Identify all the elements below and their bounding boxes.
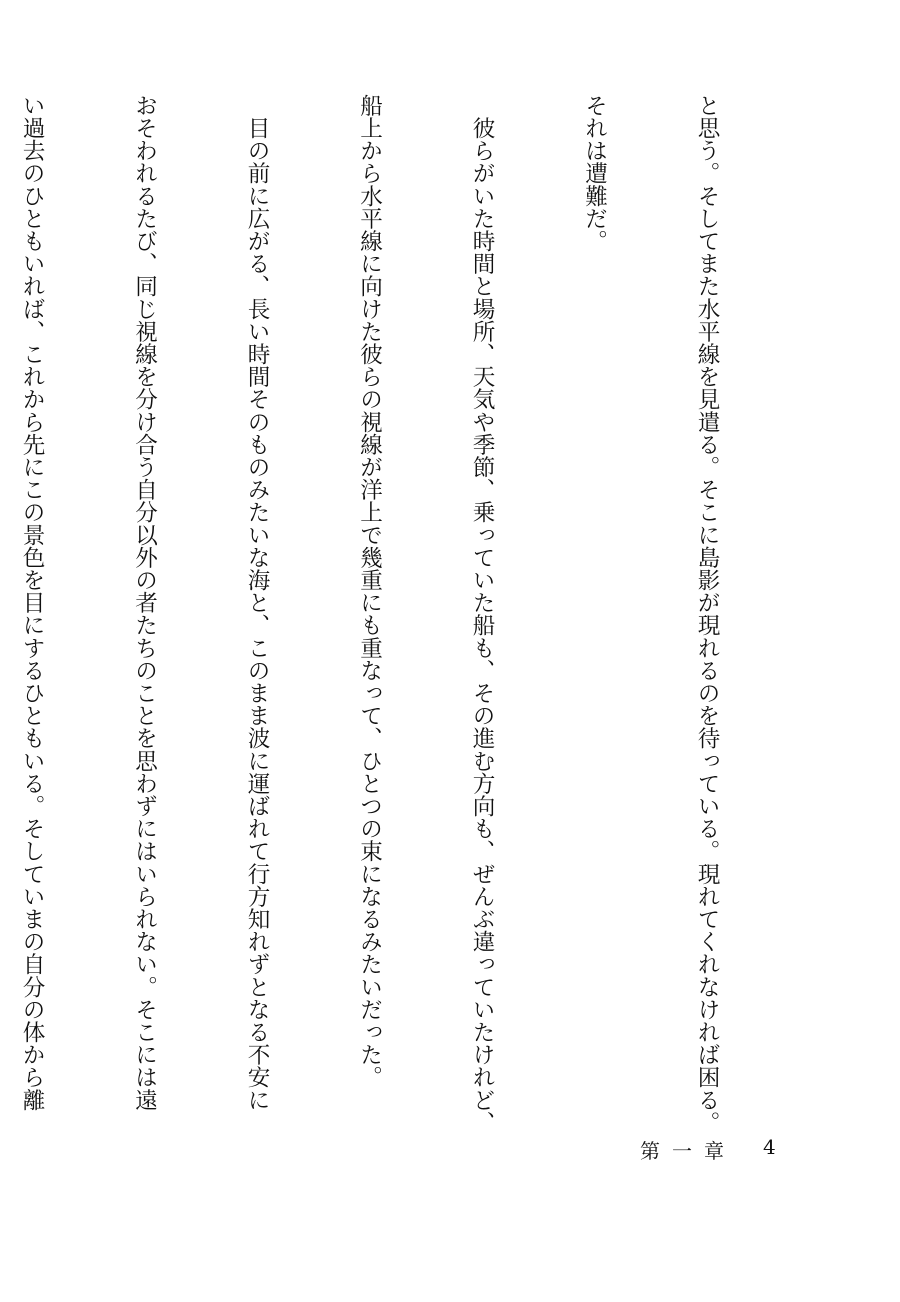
text-line: い過去のひともいれば、これから先にこの景色を目にするひともいる。そしていまの自分の体から離 (19, 94, 45, 1111)
text-line: と思う。そしてまた水平線を見遣る。そこに島影が現れるのを待っている。現れてくれなければ困る。 (694, 94, 720, 1134)
text-line: 船上から水平線に向けた彼らの視線が洋上で幾重にも重なって、ひとつの束になるみたいだった。 (356, 94, 383, 1089)
page-footer (640, 1135, 840, 1165)
text-line: 彼らがいた時間と場所、天気や季節、乗っていた船も、その進む方向も、ぜんぶ違っていたけれど、 (469, 94, 495, 1134)
chapter-label: 第一章 (640, 1139, 736, 1163)
vertical-body-text (0, 94, 800, 1134)
page-number: 4 (763, 1135, 776, 1159)
text-line: おそわれるたび、同じ視線を分け合う自分以外の者たちのことを思わずにはいられない。そこには遠 (131, 94, 158, 1111)
text-line: それは遭難だ。 (581, 94, 608, 253)
text-line: 目の前に広がる、長い時間そのものみたいな海と、このまま波に運ばれて行方知れずとなる不安に (244, 94, 270, 1111)
